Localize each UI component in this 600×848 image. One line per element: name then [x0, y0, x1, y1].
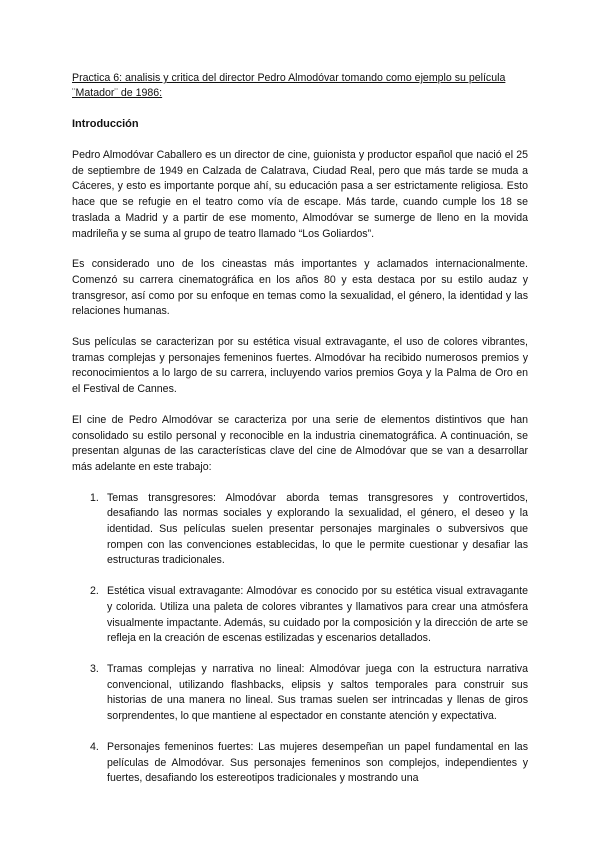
list-item: [72, 491, 528, 570]
list-item: [72, 584, 528, 647]
paragraph-characteristics-intro: El cine de Pedro Almodóvar se caracteriza por una serie de elementos distintivos que han consolidado su estilo personal y reconocible en la industria cinematográfica. A continuación, se presentan algunas de las características clave del cine de Almodóvar que se van a desarrollar más adelante en este trabajo:: [72, 413, 528, 473]
paragraph-style: Sus películas se caracterizan por su estética visual extravagante, el uso de colores vibrantes, tramas complejas y personajes femeninos fuertes. Almodóvar ha recibido numerosos premios y reconocimientos a lo largo de su carrera, incluyendo varios premios Goya y la Palma de Oro en el Festival de Cannes.: [72, 336, 528, 396]
list-item-text: Estética visual extravagante: Almodóvar es conocido por su estética visual extravagante y colorida. Utiliza una paleta de colores vibrantes y llamativos para crear una atmósfera visualmente impactante. Además, su cuidado por la composición y la dirección de arte se refleja en la creación de escenas estilizadas y escenarios detallados.: [107, 585, 528, 645]
list-item-number: 2.: [90, 585, 99, 598]
section-heading: Introducción: [72, 118, 139, 130]
list-item: [72, 662, 528, 725]
characteristics-list: [72, 491, 528, 787]
list-item-text: Personajes femeninos fuertes: Las mujeres desempeñan un papel fundamental en las películas de Almodóvar. Sus personajes femeninos son complejos, independientes y fuertes, desafiando los estereotipos tradicionales y mostrando una: [107, 740, 528, 785]
list-item: [72, 740, 528, 787]
document-title: Practica 6: analisis y critica del director Pedro Almodóvar tomando como ejemplo su película ¨Matador¨ de 1986:: [72, 72, 506, 99]
list-item-number: 1.: [90, 491, 99, 504]
paragraph-biography: Pedro Almodóvar Caballero es un director de cine, guionista y productor español que nació el 25 de septiembre de 1949 en Calzada de Calatrava, Ciudad Real, pero que más tarde se muda a Cáceres, y esto es importante porque ahí, su educación pasa a ser estrictamente religiosa. Esto hace que se refugie en el teatro como vía de escape. Más tarde, cuando cumple los 18 se traslada a Madrid y a partir de ese momento, Almodóvar se sumerge de lleno en la movida madrileña y se suma al grupo de teatro llamado “Los Goliardos”.: [72, 149, 528, 240]
list-item-number: 4.: [90, 740, 99, 753]
list-item-text: Temas transgresores: Almodóvar aborda temas transgresores y controvertidos, desafiando las normas sociales y explorando la sexualidad, el género, el deseo y la identidad. Sus películas suelen presentar personajes marginales o subversivos que rompen con las convenciones establecidas, lo que le permite cuestionar y desafiar las estructuras tradicionales.: [107, 491, 528, 567]
paragraph-reputation: Es considerado uno de los cineastas más importantes y aclamados internacionalmente. Comenzó su carrera cinematográfica en los años 80 y esta destaca por su estilo audaz y transgresor, así como por su enfoque en temas como la sexualidad, el género, la identidad y las relaciones humanas.: [72, 258, 528, 318]
list-item-text: Tramas complejas y narrativa no lineal: Almodóvar juega con la estructura narrativa convencional, utilizando flashbacks, elipsis y saltos temporales para construir sus historias de una manera no lineal. Sus tramas suelen ser intrincadas y llenas de giros sorprendentes, lo que mantiene al espectador en constante atención y expectativa.: [107, 662, 528, 723]
list-item-number: 3.: [90, 662, 99, 675]
